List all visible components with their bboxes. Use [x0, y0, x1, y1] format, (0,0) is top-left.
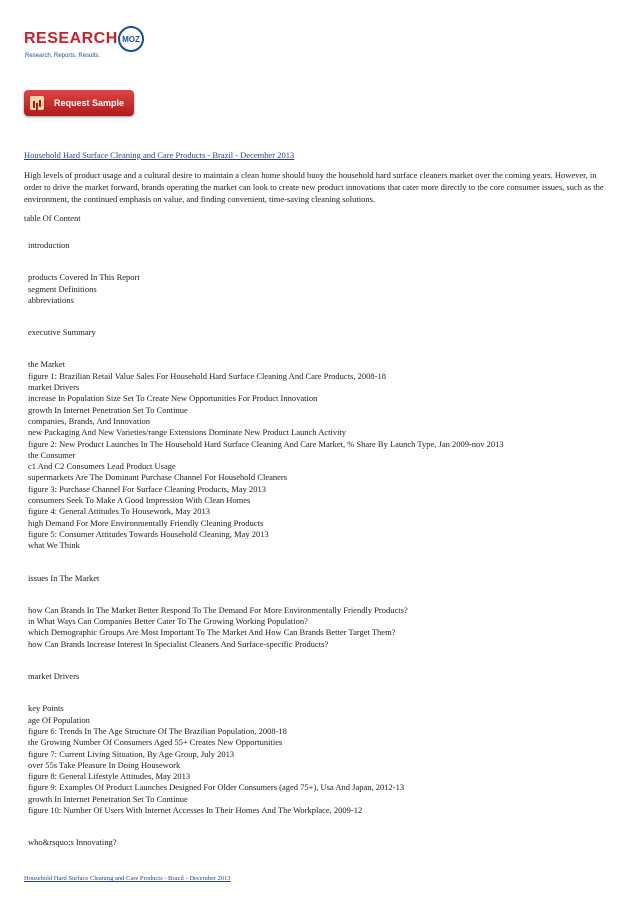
toc-item: abbreviations — [28, 294, 74, 305]
logo-badge: MOZ — [118, 26, 144, 52]
toc-item: figure 3: Purchase Channel For Surface Cleaning Products, May 2013 — [28, 483, 266, 494]
toc-item: over 55s Take Pleasure In Doing Housework — [28, 759, 181, 770]
toc-item: how Can Brands In The Market Better Respond To The Demand For More Environmentally Friendly Products? — [28, 604, 408, 615]
toc-item: c1 And C2 Consumers Lead Product Usage — [28, 461, 176, 472]
toc-section-gap — [28, 816, 618, 837]
toc-item: who&rsquo;s Innovating? — [28, 837, 117, 848]
toc-item: the Growing Number Of Consumers Aged 55+ Creates New Opportunities — [28, 737, 283, 748]
toc-section-gap — [28, 306, 618, 327]
toc-section-gap — [28, 650, 618, 671]
toc-item: in What Ways Can Companies Better Cater To The Growing Working Population? — [28, 616, 308, 627]
researchmoz-logo[interactable] — [24, 22, 144, 72]
toc-item: market Drivers — [28, 382, 80, 393]
toc-item: products Covered In This Report — [28, 272, 140, 283]
toc-item: figure 7: Current Living Situation, By Age Group, July 2013 — [28, 748, 235, 759]
toc-item: how Can Brands Increase Interest In Specialist Cleaners And Surface-specific Products? — [28, 638, 329, 649]
toc-item: increase In Population Size Set To Create New Opportunities For Product Innovation — [28, 393, 318, 404]
request-sample-label: Request Sample — [54, 98, 125, 108]
toc-section-gap — [28, 552, 618, 573]
toc-item: the Market — [28, 359, 66, 370]
toc-item: figure 8: General Lifestyle Attitudes, May 2013 — [28, 771, 191, 782]
toc-item: figure 9: Examples Of Product Launches Designed For Older Consumers (aged 75+), Usa And Japan, 2012-13 — [28, 782, 405, 793]
toc-item: growth In Internet Penetration Set To Continue — [28, 404, 188, 415]
toc-item: which Demographic Groups Are Most Important To The Market And How Can Brands Better Target Them? — [28, 627, 396, 638]
toc-item: figure 10: Number Of Users With Internet Accesses In Their Homes And The Workplace, 2009-12 — [28, 804, 363, 815]
request-sample-button[interactable] — [24, 90, 134, 116]
toc-item: figure 4: General Attitudes To Housework, May 2013 — [28, 506, 210, 517]
toc-item: supermarkets Are The Dominant Purchase Channel For Household Cleaners — [28, 472, 288, 483]
toc-item: market Drivers — [28, 671, 80, 682]
toc-item: new Packaging And New Varieties/range Extensions Dominate New Product Launch Activity — [28, 427, 347, 438]
table-of-contents — [28, 240, 618, 849]
toc-item: key Points — [28, 703, 64, 714]
toc-item: issues In The Market — [28, 572, 100, 583]
toc-item: segment Definitions — [28, 283, 97, 294]
toc-section-gap — [28, 251, 618, 272]
toc-item: introduction — [28, 240, 70, 250]
toc-item: what We Think — [28, 540, 80, 551]
footer-link[interactable]: Household Hard Surface Cleaning and Care Products - Brazil - December 2013 — [24, 875, 231, 882]
toc-section-gap — [28, 682, 618, 703]
toc-item: age Of Population — [28, 714, 90, 725]
toc-section-gap — [28, 584, 618, 605]
report-summary: High levels of product usage and a cultural desire to maintain a clean home should buoy the household hard surface cleaners market over the coming years. However, in order to drive the market forward, brands operating the market can look to create new product innovations that cater more directly to the core consumer issues, such as the environment, the continued emphasis on value, and finding convenient, time-saving cleaning solutions. — [24, 170, 604, 204]
toc-item: figure 2: New Product Launches In The Household Hard Surface Cleaning And Care Market, % Share By Launch Type, Jan 2009-nov 2013 — [28, 438, 504, 449]
logo-wordmark: RESEARCH — [24, 30, 118, 47]
toc-item: figure 6: Trends In The Age Structure Of The Brazilian Population, 2008-18 — [28, 725, 287, 736]
toc-item: figure 1: Brazilian Retail Value Sales For Household Hard Surface Cleaning And Care Products, 2008-18 — [28, 370, 386, 381]
toc-item: executive Summary — [28, 327, 96, 338]
toc-item: figure 5: Consumer Attitudes Towards Household Cleaning, May 2013 — [28, 528, 269, 539]
toc-item: growth In Internet Penetration Set To Continue — [28, 793, 188, 804]
logo-tagline: Research. Reports. Results. — [25, 53, 101, 59]
toc-item: the Consumer — [28, 449, 76, 460]
toc-item: consumers Seek To Make A Good Impression With Clean Homes — [28, 495, 251, 506]
toc-item: high Demand For More Environmentally Friendly Cleaning Products — [28, 517, 264, 528]
toc-section-gap — [28, 338, 618, 359]
toc-item: companies, Brands, And Innovation — [28, 415, 151, 426]
chart-icon — [30, 96, 44, 110]
toc-heading: table Of Content — [24, 213, 81, 223]
report-title-link[interactable]: Household Hard Surface Cleaning and Care Products - Brazil - December 2013 — [24, 150, 295, 160]
